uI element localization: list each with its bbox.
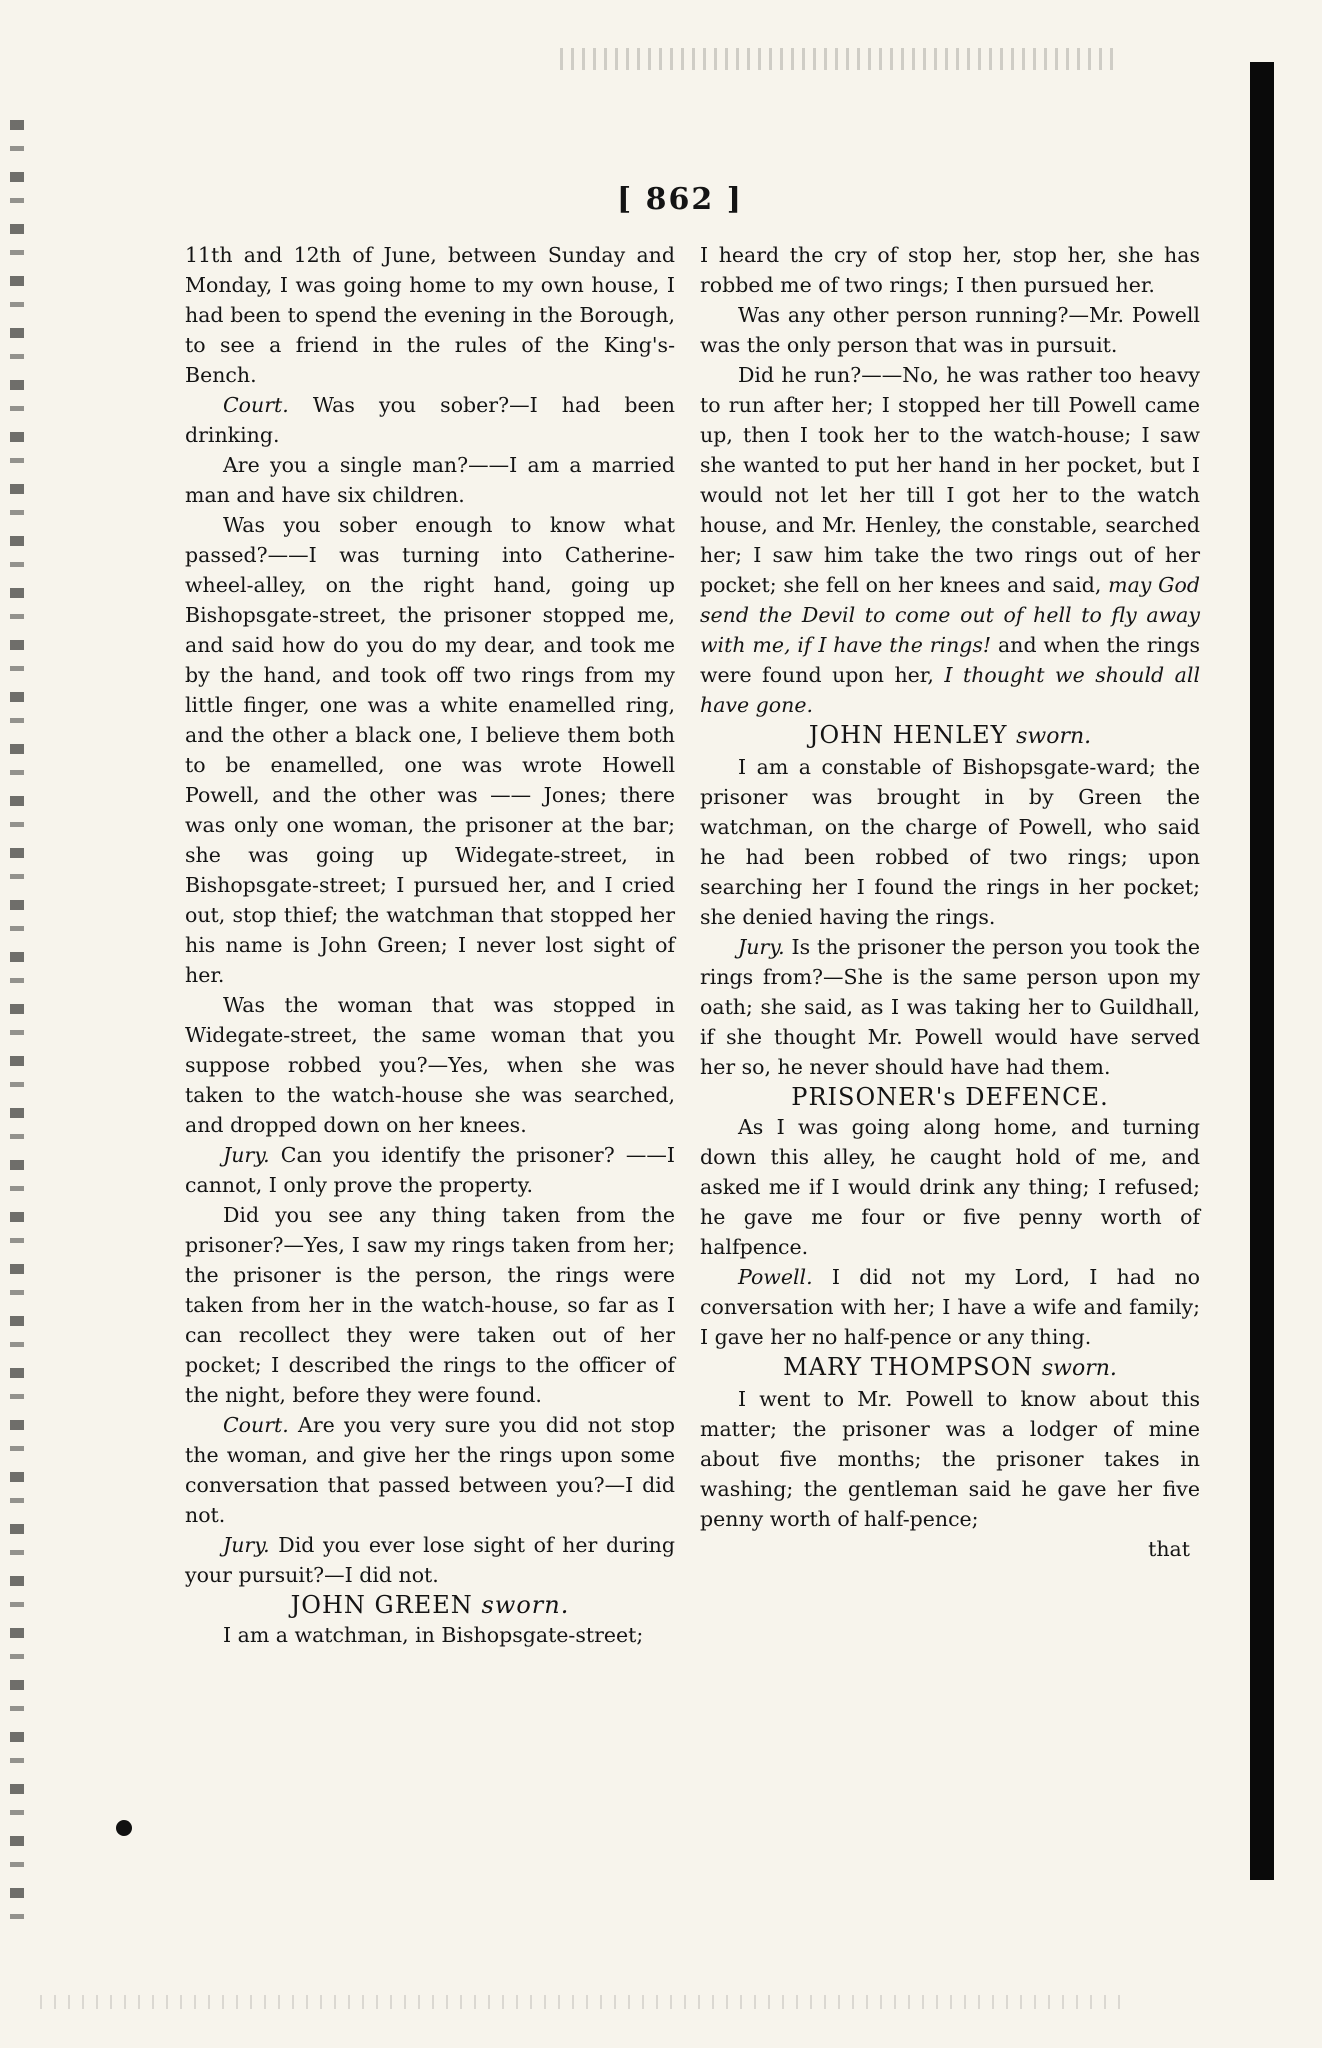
witness-name: JOHN HENLEY bbox=[808, 721, 1008, 749]
paragraph-text: Is the prisoner the person you took the rings from?—She is the same person upon my oath; she said, as I was taking her to Guildhall, if she thought Mr. Powell would have served her so, he never should have had them. bbox=[700, 935, 1200, 1079]
speaker-label: Court. bbox=[223, 393, 289, 417]
left-column bbox=[185, 240, 675, 1650]
paragraph: I am a constable of Bishopsgate-ward; the prisoner was brought in by Green the watchman, on the charge of Powell, who said he had been robbed of two rings; upon searching her I found the rings in her pocket; she denied having the rings. bbox=[700, 755, 1200, 929]
paragraph-text: Can you identify the prisoner? ——I cannot, I only prove the property. bbox=[185, 1143, 675, 1197]
quoted-speech: may God send the Devil to come out of hell to fly away with me, if I have the rings! bbox=[700, 573, 1200, 657]
paragraph bbox=[185, 1410, 675, 1530]
ink-blot bbox=[116, 1820, 132, 1836]
paragraph bbox=[185, 1530, 675, 1590]
paragraph bbox=[185, 1140, 675, 1200]
speaker-label: Jury. bbox=[223, 1143, 270, 1167]
paragraph: Was any other person running?—Mr. Powell was the only person that was in pursuit. bbox=[700, 303, 1200, 357]
paragraph: Did you see any thing taken from the prisoner?—Yes, I saw my rings taken from her; the prisoner is the person, the rings were taken from her in the watch-house, so far as I can recollect they were taken out of her pocket; I described the rings to the officer of the night, before they were found. bbox=[185, 1203, 675, 1407]
paragraph: Was you sober enough to know what passed?——I was turning into Catherine-wheel-alley, on the right hand, going up Bishopsgate-street, the prisoner stopped me, and said how do you do my dear, and took me by the hand, and took off two rings from my little finger, one was a white enamelled ring, and the other a black one, I believe them both to be enamelled, one was wrote Howell Powell, and the other was —— Jones; there was only one woman, the prisoner at the bar; she was going up Widegate-street, in Bishopsgate-street; I pursued her, and I cried out, stop thief; the watchman that stopped her his name is John Green; I never lost sight of her. bbox=[185, 513, 675, 987]
speaker-label: Court. bbox=[223, 1413, 289, 1437]
scan-edge-right bbox=[1250, 62, 1274, 1880]
sworn-label: sworn. bbox=[481, 1591, 570, 1619]
paragraph-text: Did you ever lose sight of her during your pursuit?—I did not. bbox=[185, 1533, 675, 1587]
paragraph-text: Did he run?——No, he was rather too heavy to run after her; I stopped her till Powell came up, then I took her to the watch-house; I saw she wanted to put her hand in her pocket, but I would not let her till I got her to the watch house, and Mr. Henley, the constable, searched her; I saw him take the two rings out of her pocket; she fell on her knees and said, bbox=[700, 363, 1200, 597]
paragraph: I am a watchman, in Bishopsgate-street; bbox=[223, 1623, 644, 1647]
sworn-label: sworn. bbox=[1041, 1356, 1117, 1381]
catchword: that bbox=[1148, 1537, 1190, 1561]
speaker-label: Jury. bbox=[223, 1533, 270, 1557]
paragraph bbox=[185, 390, 675, 450]
scan-noise-top bbox=[560, 48, 1120, 70]
section-heading: PRISONER's DEFENCE. bbox=[791, 1083, 1109, 1111]
scan-noise-bottom bbox=[40, 1995, 1120, 2009]
paragraph: Are you a single man?——I am a married man and have six children. bbox=[185, 453, 675, 507]
witness-name: MARY THOMPSON bbox=[783, 1353, 1034, 1381]
scan-edge-left bbox=[10, 120, 24, 1920]
witness-heading bbox=[700, 720, 1200, 752]
paragraph bbox=[700, 1262, 1200, 1352]
paragraph-text: Are you very sure you did not stop the woman, and give her the rings upon some conversation that passed between you?—I did not. bbox=[185, 1413, 675, 1527]
right-column bbox=[700, 240, 1200, 1564]
paragraph: As I was going along home, and turning down this alley, he caught hold of me, and asked me if I would drink any thing; I refused; he gave me four or five penny worth of halfpence. bbox=[700, 1115, 1200, 1259]
paragraph bbox=[700, 932, 1200, 1082]
paragraph: I went to Mr. Powell to know about this matter; the prisoner was a lodger of mine about five months; the prisoner takes in washing; the gentleman said he gave her five penny worth of half-pence; bbox=[700, 1387, 1200, 1531]
paragraph bbox=[700, 360, 1200, 720]
quoted-speech: I thought we should all have gone. bbox=[700, 663, 1200, 717]
paragraph-text: Was you sober?—I had been drinking. bbox=[185, 393, 675, 447]
paragraph: Was the woman that was stopped in Widegate-street, the same woman that you suppose robbed you?—Yes, when she was taken to the watch-house she was searched, and dropped down on her knees. bbox=[185, 993, 675, 1137]
speaker-label: Powell. bbox=[738, 1265, 813, 1289]
witness-heading bbox=[185, 1590, 675, 1620]
paragraph: I heard the cry of stop her, stop her, she has robbed me of two rings; I then pursued her. bbox=[700, 243, 1200, 297]
witness-heading bbox=[700, 1352, 1200, 1384]
page-number: [ 862 ] bbox=[617, 182, 743, 217]
speaker-label: Jury. bbox=[738, 935, 785, 959]
sworn-label: sworn. bbox=[1016, 724, 1092, 749]
paragraph-text: and when the rings were found upon her, bbox=[700, 633, 1200, 687]
paragraph-text: I did not my Lord, I had no conversation with her; I have a wife and family; I gave her no half-pence or any thing. bbox=[700, 1265, 1200, 1349]
paragraph: 11th and 12th of June, between Sunday and Monday, I was going home to my own house, I had been to spend the evening in the Borough, to see a friend in the rules of the King's-Bench. bbox=[185, 243, 675, 387]
witness-name: JOHN GREEN bbox=[290, 1591, 473, 1619]
